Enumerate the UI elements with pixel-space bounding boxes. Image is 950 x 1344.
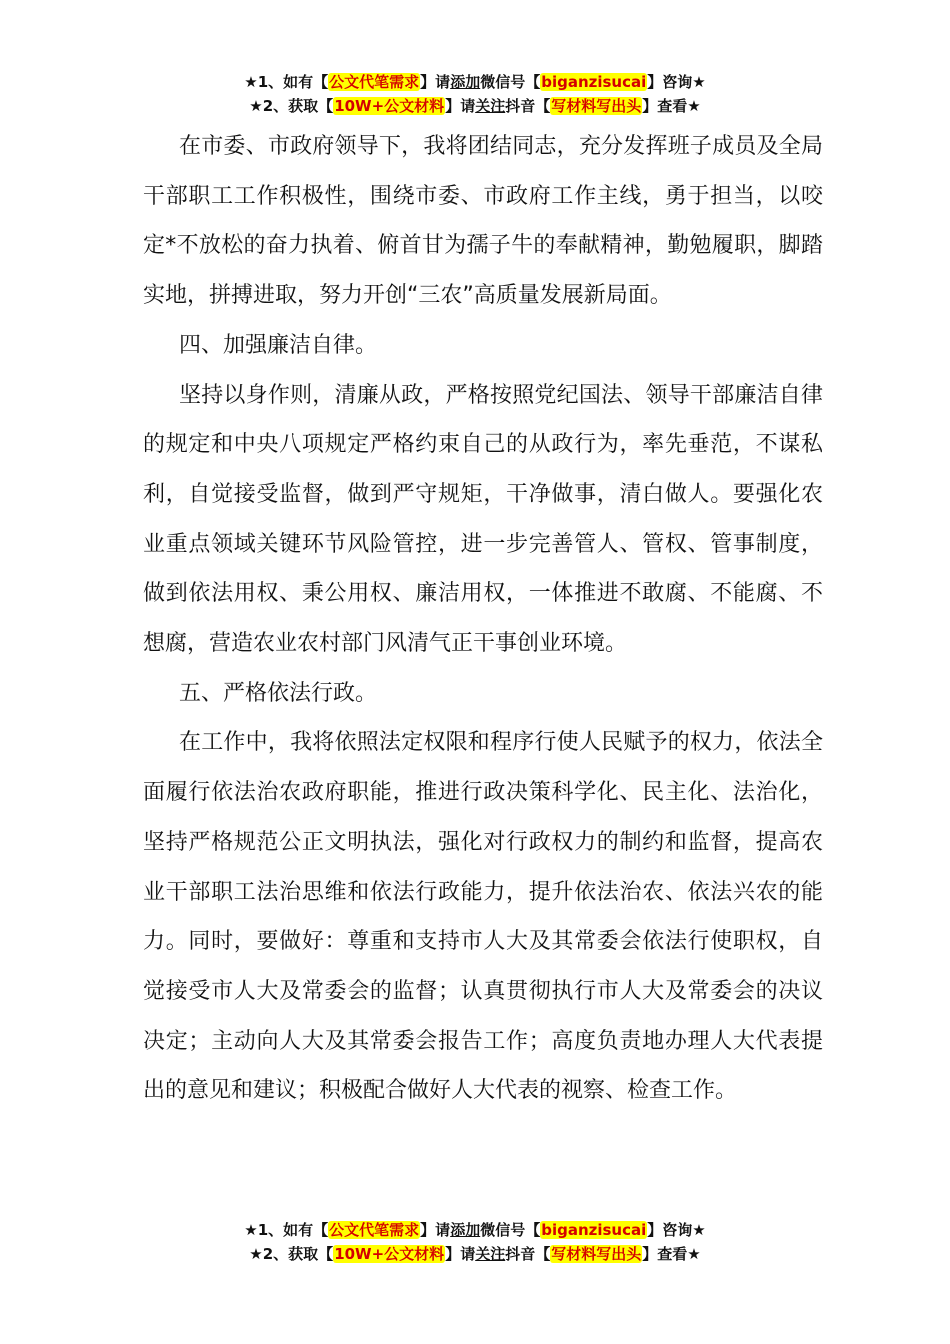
highlight-materials: 10W+公文材料 [334, 1245, 445, 1263]
banner-line-1 [0, 70, 950, 94]
banner-text: 微信号【 [480, 73, 541, 91]
highlight-service: 公文代笔需求 [329, 1221, 420, 1239]
header-banner [0, 70, 950, 118]
banner-line-2 [0, 1242, 950, 1266]
banner-text: 抖音【 [505, 97, 551, 115]
highlight-douyin-account: 写材料写出头 [551, 97, 642, 115]
highlight-wechat-id: biganzisucai [541, 1221, 647, 1239]
footer-banner [0, 1218, 950, 1266]
body-paragraph: 在市委、市政府领导下，我将团结同志，充分发挥班子成员及全局干部职工工作积极性，围绕市委、市政府工作主线，勇于担当，以咬定*不放松的奋力执着、俯首甘为孺子牛的奉献精神，勤勉履职，脚踏实地，拼搏进取，努力开创“三农”高质量发展新局面。 [143, 134, 823, 309]
banner-text: 抖音【 [505, 1245, 551, 1263]
highlight-wechat-id: biganzisucai [541, 73, 647, 91]
banner-text: 】请 [445, 1245, 476, 1263]
highlight-materials: 10W+公文材料 [334, 97, 445, 115]
underlined-text: 添加 [450, 73, 481, 91]
banner-text: ★1、如有【 [244, 1221, 329, 1239]
banner-text: 】咨询★ [647, 1221, 706, 1239]
underlined-text: 添加 [450, 1221, 481, 1239]
highlight-service: 公文代笔需求 [329, 73, 420, 91]
body-paragraph: 在工作中，我将依照法定权限和程序行使人民赋予的权力，依法全面履行依法治农政府职能，推进行政决策科学化、民主化、法治化，坚持严格规范公正文明执法，强化对行政权力的制约和监督，提高农业干部职工法治思维和依法行政能力，提升依法治农、依法兴农的能力。同时，要做好：尊重和支持市人大及其常委会依法行使职权，自觉接受市人大及常委会的监督；认真贯彻执行市人大及常委会的决议决定；主动向人大及其常委会报告工作；高度负责地办理人大代表提出的意见和建议；积极配合做好人大代表的视察、检查工作。 [143, 730, 823, 1104]
section-heading: 五、严格依法行政。 [179, 680, 378, 706]
banner-line-1 [0, 1218, 950, 1242]
banner-text: 】咨询★ [647, 73, 706, 91]
banner-text: ★1、如有【 [244, 73, 329, 91]
highlight-douyin-account: 写材料写出头 [551, 1245, 642, 1263]
underlined-text: 关注 [475, 1245, 506, 1263]
document-body [143, 122, 823, 1116]
banner-text: 】请 [420, 73, 451, 91]
banner-text: 】请 [445, 97, 476, 115]
banner-text: ★2、获取【 [249, 1245, 334, 1263]
underlined-text: 关注 [475, 97, 506, 115]
banner-text: 微信号【 [480, 1221, 541, 1239]
banner-text: 】请 [420, 1221, 451, 1239]
body-paragraph: 坚持以身作则，清廉从政，严格按照党纪国法、领导干部廉洁自律的规定和中央八项规定严格约束自己的从政行为，率先垂范，不谋私利，自觉接受监督，做到严守规矩，干净做事，清白做人。要强化农业重点领域关键环节风险管控，进一步完善管人、管权、管事制度，做到依法用权、秉公用权、廉洁用权，一体推进不敢腐、不能腐、不想腐，营造农业农村部门风清气正干事创业环境。 [143, 382, 823, 657]
banner-text: 】查看★ [642, 1245, 701, 1263]
section-heading: 四、加强廉洁自律。 [179, 332, 378, 358]
banner-line-2 [0, 94, 950, 118]
banner-text: ★2、获取【 [249, 97, 334, 115]
banner-text: 】查看★ [642, 97, 701, 115]
